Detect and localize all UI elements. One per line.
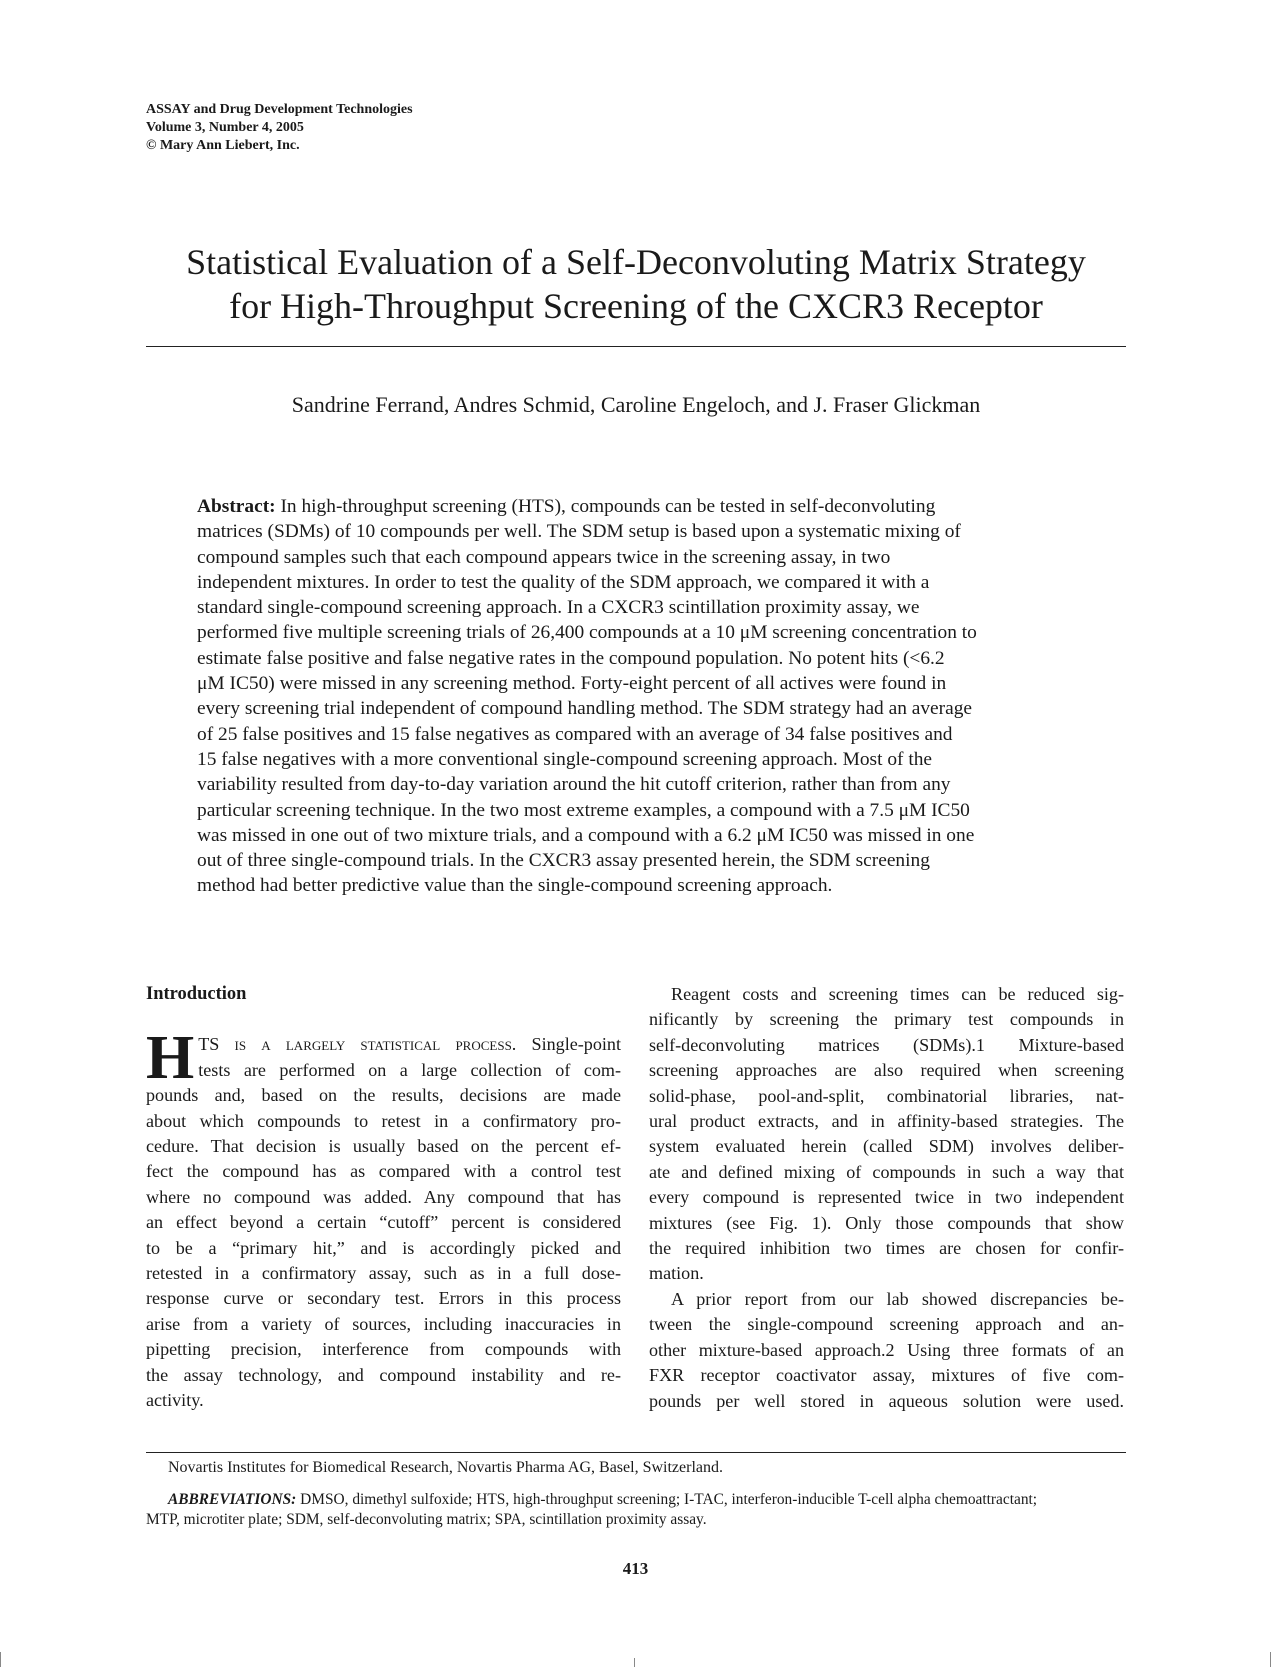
intro-line: response curve or secondary test. Errors in this process: [146, 1288, 621, 1309]
journal-copyright: © Mary Ann Liebert, Inc.: [146, 138, 300, 153]
abstract-line: every screening trial independent of compound handling method. The SDM strategy had an average: [197, 698, 973, 720]
abstract: [197, 494, 1077, 899]
title-divider: [146, 346, 1126, 347]
abbrev-line: [146, 1490, 1126, 1510]
abstract-line: method had better predictive value than the single-compound screening approach.: [197, 875, 833, 897]
section-heading-introduction: Introduction: [146, 984, 247, 1004]
intro-line: where no compound was added. Any compound that has: [146, 1186, 621, 1207]
body-line: mation.: [649, 1263, 704, 1284]
body-line: screening approaches are also required when screening: [649, 1060, 1124, 1081]
intro-line: pipetting precision, interference from compounds with: [146, 1339, 621, 1360]
journal-volume: Volume 3, Number 4, 2005: [146, 120, 304, 135]
abstract-line: compound samples such that each compound appears twice in the screening assay, in two: [197, 546, 891, 568]
abstract-line: of 25 false positives and 15 false negatives as compared with an average of 34 false positives and: [197, 723, 953, 745]
body-line: FXR receptor coactivator assay, mixtures of five com-: [649, 1365, 1124, 1386]
body-line: A prior report from our lab showed discrepancies be-: [671, 1288, 1124, 1309]
journal-header: [146, 101, 413, 155]
title-line-2: for High-Throughput Screening of the CXCR3 Receptor: [229, 286, 1043, 326]
author-list: Sandrine Ferrand, Andres Schmid, Caroline Engeloch, and J. Fraser Glickman: [291, 392, 981, 417]
body-line: pounds per well stored in aqueous solution were used.: [649, 1390, 1124, 1411]
body-line: solid-phase, pool-and-split, combinatorial libraries, nat-: [649, 1085, 1124, 1106]
abbrev-label: ABBREVIATIONS:: [168, 1491, 297, 1508]
body-line: the required inhibition two times are chosen for confir-: [649, 1238, 1124, 1259]
body-line: ural product extracts, and in affinity-based strategies. The: [649, 1111, 1124, 1132]
body-line: mixtures (see Fig. 1). Only those compounds that show: [649, 1212, 1124, 1233]
body-line: nificantly by screening the primary test compounds in: [649, 1009, 1124, 1030]
crop-mark: [0, 1652, 1, 1667]
intro-line: retested in a confirmatory assay, such as in a full dose-: [146, 1263, 621, 1284]
abstract-line: 15 false negatives with a more conventional single-compound screening approach. Most of the: [197, 748, 933, 770]
intro-opening: [146, 1024, 621, 1093]
intro-line: cedure. That decision is usually based on the percent ef-: [146, 1136, 621, 1157]
right-column: [649, 982, 1124, 1414]
abbreviations-footnote: [146, 1490, 1126, 1530]
abstract-line: μM IC50) were missed in any screening method. Forty-eight percent of all actives were found in: [197, 673, 947, 695]
abstract-line: [197, 494, 1077, 519]
abstract-line: particular screening technique. In the two most extreme examples, a compound with a 7.5 μM IC50: [197, 799, 970, 821]
body-line: tween the single-compound screening approach and an-: [649, 1314, 1124, 1335]
intro-line: tests are performed on a large collection of com-: [198, 1059, 621, 1080]
abstract-line: matrices (SDMs) of 10 compounds per well. The SDM setup is based upon a systematic mixing of: [197, 521, 961, 543]
title-line-1: Statistical Evaluation of a Self-Deconvoluting Matrix Strategy: [186, 242, 1086, 282]
intro-lead-smallcaps: TS is a largely statistical process.: [198, 1034, 517, 1055]
intro-line: [146, 1032, 621, 1057]
body-line: ate and defined mixing of compounds in such a way that: [649, 1161, 1124, 1182]
footnote-divider: [146, 1452, 1126, 1453]
page-number: 413: [622, 1559, 649, 1578]
abstract-line: was missed in one out of two mixture trials, and a compound with a 6.2 μM IC50 was missed in one: [197, 824, 975, 846]
abbrev-text: DMSO, dimethyl sulfoxide; HTS, high-throughput screening; I-TAC, interferon-inducible T-cell alpha chemoattractant;: [296, 1491, 1038, 1508]
abbrev-line: MTP, microtiter plate; SDM, self-deconvoluting matrix; SPA, scintillation proximity assay.: [146, 1511, 707, 1528]
abstract-text: In high-throughput screening (HTS), compounds can be tested in self-deconvoluting: [275, 496, 936, 517]
journal-name: ASSAY and Drug Development Technologies: [146, 102, 413, 117]
intro-line: about which compounds to retest in a confirmatory pro-: [146, 1110, 621, 1131]
abstract-label: Abstract:: [197, 496, 276, 517]
intro-line: the assay technology, and compound instability and re-: [146, 1364, 621, 1385]
affiliation-footnote: Novartis Institutes for Biomedical Research, Novartis Pharma AG, Basel, Switzerland.: [168, 1459, 723, 1476]
abstract-line: independent mixtures. In order to test the quality of the SDM approach, we compared it with a: [197, 571, 930, 593]
left-column: [146, 982, 621, 1414]
abstract-line: out of three single-compound trials. In the CXCR3 assay presented herein, the SDM screening: [197, 850, 930, 872]
body-line: self-deconvoluting matrices (SDMs).1 Mixture-based: [649, 1034, 1124, 1055]
intro-line: activity.: [146, 1390, 204, 1411]
abstract-line: estimate false positive and false negative rates in the compound population. No potent hits (<6.2: [197, 647, 945, 669]
drop-cap: H: [146, 1024, 195, 1093]
abstract-line: standard single-compound screening approach. In a CXCR3 scintillation proximity assay, we: [197, 597, 920, 619]
body-line: system evaluated herein (called SDM) involves deliber-: [649, 1136, 1124, 1157]
body-line: Reagent costs and screening times can be reduced sig-: [671, 984, 1124, 1004]
intro-line: pounds and, based on the results, decisions are made: [146, 1085, 621, 1106]
intro-line: fect the compound has as compared with a control test: [146, 1161, 621, 1182]
abstract-line: performed five multiple screening trials of 26,400 compounds at a 10 μM screening concentration to: [197, 622, 977, 644]
body-line: every compound is represented twice in two independent: [649, 1187, 1124, 1208]
body-line: other mixture-based approach.2 Using three formats of an: [649, 1339, 1124, 1360]
intro-line: arise from a variety of sources, including inaccuracies in: [146, 1313, 621, 1334]
crop-mark: [634, 1658, 635, 1667]
intro-line: an effect beyond a certain “cutoff” percent is considered: [146, 1212, 621, 1233]
abstract-line: variability resulted from day-to-day variation around the hit cutoff criterion, rather than from any: [197, 774, 951, 796]
intro-line: to be a “primary hit,” and is accordingly picked and: [146, 1237, 621, 1258]
article-title: [146, 240, 1126, 328]
intro-lead-rest: Single-point: [516, 1034, 621, 1055]
